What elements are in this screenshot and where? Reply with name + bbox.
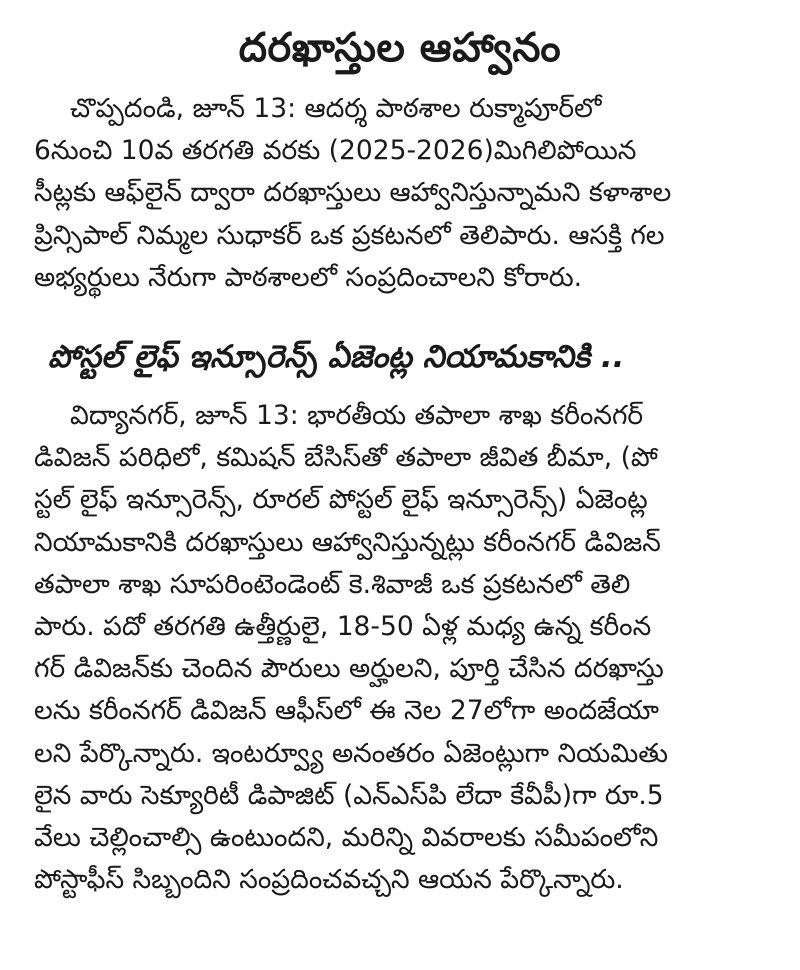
article-1-headline: దరఖాస్తుల ఆహ్వానం	[238, 25, 562, 71]
article-2-line: పారు. పదో తరగతి ఉత్తీర్ణులై, 18-50 ఏళ్ల మధ్య ఉన్న కరీంన	[34, 611, 652, 643]
article-2-headline: పోస్టల్ లైఫ్ ఇన్సూరెన్స్ ఏజెంట్ల నియామకానికి ..	[48, 339, 625, 375]
article-2-line: లను కరీంనగర్ డివిజన్ ఆఫీస్‌లో ఈ నెల 27లోగా అందజేయా	[34, 695, 659, 727]
article-2-line: డివిజన్ పరిధిలో, కమిషన్ బేసిస్‌తో తపాలా జీవిత బీమా, (పో	[34, 442, 658, 474]
article-2-line: స్టల్ లైఫ్ ఇన్సూరెన్స్, రూరల్ పోస్టల్ లైఫ్ ఇన్సూరెన్స్) ఏజెంట్ల	[34, 484, 648, 516]
article-2-line: నియామకానికి దరఖాస్తులు ఆహ్వానిస్తున్నట్లు కరీంనగర్ డివిజన్	[34, 526, 661, 558]
article-2-line: గర్ డివిజన్‌కు చెందిన పౌరులు అర్హులని, పూర్తి చేసిన దరఖాస్తు	[34, 653, 664, 685]
article-2-line: లని పేర్కొన్నారు. ఇంటర్వ్యూ అనంతరం ఏజెంట్లుగా నియమితు	[34, 737, 669, 769]
article-1-line: చొప్పదండి, జూన్ 13: ఆదర్శ పాఠశాల రుక్మాపూర్‌లో	[70, 93, 602, 124]
article-2-line: వేలు చెల్లించాల్సి ఉంటుందని, మరిన్ని వివరాలకు సమీపంలోని	[34, 822, 659, 854]
article-2-line: పోస్టాఫీస్ సిబ్బందిని సంప్రదించవచ్చని ఆయన పేర్కొన్నారు.	[34, 864, 624, 896]
article-2-line: లైన వారు సెక్యూరిటీ డిపాజిట్ (ఎన్‌ఎస్‌పి లేదా కేవీపీ)గా రూ.5	[34, 779, 664, 811]
article-2-body	[34, 395, 774, 901]
article-2-line: తపాలా శాఖ సూపరింటెండెంట్ కె.శివాజీ ఒక ప్రకటనలో తెలి	[34, 568, 631, 600]
article-1-line: 6నుంచి 10వ తరగతి వరకు (2025-2026)మిగిలిపోయిన	[34, 135, 637, 167]
article-2-line: విద్యానగర్, జూన్ 13: భారతీయ తపాలా శాఖ కరీంనగర్	[70, 400, 644, 431]
article-1-line: అభ్యర్థులు నేరుగా పాఠశాలలో సంప్రదించాలని కోరారు.	[34, 261, 583, 293]
article-1-body	[34, 88, 774, 299]
article-1-line: సీట్లకు ఆఫ్‌లైన్ ద్వారా దరఖాస్తులు ఆహ్వానిస్తున్నామని కళాశాల	[34, 177, 672, 209]
article-1-line: ప్రిన్సిపాల్ నిమ్మల సుధాకర్ ఒక ప్రకటనలో తెలిపారు. ఆసక్తి గల	[34, 219, 665, 251]
